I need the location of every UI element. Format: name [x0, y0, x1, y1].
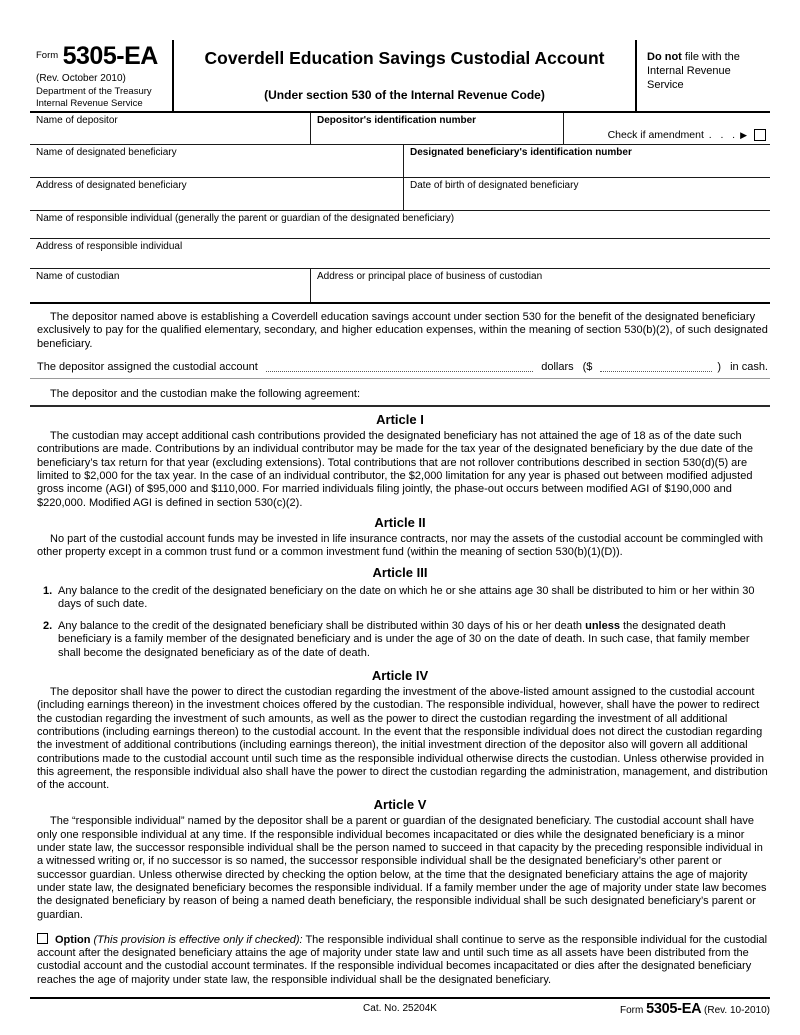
- amendment-field: [563, 113, 770, 144]
- row-custodian: [30, 269, 770, 304]
- in-cash-label: in cash.: [730, 360, 768, 373]
- beneficiary-id-field[interactable]: [403, 145, 770, 177]
- custodian-address-label: Address or principal place of business of custodian: [317, 271, 543, 282]
- page-footer: [30, 997, 770, 1019]
- beneficiary-address-field[interactable]: [30, 178, 403, 210]
- option-condition: (This provision is effective only if checked):: [93, 933, 303, 946]
- item-2-text-after: the designated death beneficiary is a family member of the designated beneficiary and is under the age of 30 on the date of death. In such case, that family member shall become the designated beneficiary as of the date of death.: [58, 620, 750, 659]
- option-paragraph: [30, 933, 770, 987]
- depositor-id-label: Depositor's identification number: [317, 115, 477, 126]
- item-1-text: [58, 585, 768, 612]
- item-2-text-bold: unless: [585, 620, 620, 633]
- depositor-name-label: Name of depositor: [36, 115, 118, 126]
- paren-close: ): [717, 360, 722, 373]
- option-checkbox[interactable]: [37, 933, 48, 944]
- amendment-label: Check if amendment: [607, 129, 704, 141]
- row-depositor: [30, 113, 770, 145]
- catalog-number: Cat. No. 25204K: [363, 1002, 437, 1014]
- depositor-name-field[interactable]: [30, 113, 310, 144]
- assignment-line: [30, 360, 770, 373]
- row-beneficiary-address: [30, 178, 770, 211]
- pointer-arrow-icon: ▶: [740, 130, 747, 140]
- dollars-label: dollars: [541, 360, 574, 373]
- item-1-number: 1.: [43, 584, 53, 597]
- article-2-paragraph: No part of the custodial account funds may be invested in life insurance contracts, nor may the assets of the custodial account be commingled with other property except in a common trust fund or a common investment fund (within the meaning of section 530(b)(1)(D)).: [37, 532, 763, 559]
- agreement-line: The depositor and the custodian make the following agreement:: [50, 387, 361, 400]
- form-subtitle: (Under section 530 of the Internal Revenue Code): [264, 88, 545, 102]
- do-not-bold: Do not: [647, 51, 682, 63]
- item-1-text-before: Any balance to the credit of the designated beneficiary on the date on which he or she attains age 30 shall be distributed to him or her within 30 days of such date.: [58, 584, 755, 610]
- form-title: Coverdell Education Savings Custodial Account: [204, 48, 605, 68]
- intro-paragraph: The depositor named above is establishing a Coverdell education savings account under section 530 for the benefit of the designated beneficiary exclusively to pay for the qualified elementary, secondary, and higher education expenses, within the meaning of section 530(b)(2), of such designated beneficiary.: [37, 311, 768, 350]
- footer-form-id: [620, 1001, 770, 1017]
- paren-open: ($: [582, 360, 593, 373]
- responsible-address-field[interactable]: [30, 239, 770, 268]
- title-block: [172, 40, 637, 111]
- divider-thick: [30, 405, 770, 407]
- do-not-file-notice: [637, 40, 770, 111]
- custodian-address-field[interactable]: [310, 269, 770, 302]
- revision-date: (Rev. October 2010): [36, 73, 126, 84]
- footer-form-number: 5305-EA: [646, 1000, 702, 1017]
- article-4-heading: Article IV: [371, 668, 429, 684]
- amount-numeric-input[interactable]: [600, 360, 712, 372]
- option-text: The responsible individual shall continue to serve as the responsible individual for the custodial account after the designated beneficiary attains the age of majority under state law and until such time as all assets have been distributed from the custodial account and the custodial account terminates. If the responsible individual becomes incapacitated or dies after the designated beneficiary reaches the age of majority under state law, the responsible individual shall be the designated beneficiary.: [37, 933, 768, 986]
- form-header: [30, 40, 770, 113]
- beneficiary-dob-label: Date of birth of designated beneficiary: [410, 180, 579, 191]
- article-3-heading: Article III: [372, 564, 428, 580]
- beneficiary-address-label: Address of designated beneficiary: [36, 180, 187, 191]
- responsible-name-field[interactable]: [30, 211, 770, 238]
- agency-line-1: Department of the Treasury: [36, 86, 152, 97]
- responsible-address-label: Address of responsible individual: [36, 241, 183, 252]
- row-beneficiary-name: [30, 145, 770, 178]
- form-id-block: [30, 40, 172, 111]
- amount-words-input[interactable]: [266, 360, 533, 372]
- agency-line-2: Internal Revenue Service: [36, 97, 143, 109]
- responsible-name-label: Name of responsible individual (generally the parent or guardian of the designated beneficiary): [36, 213, 455, 224]
- agency-block: [36, 86, 168, 109]
- form-number-line: [36, 42, 168, 71]
- do-not-rest: file with the Internal Revenue Service: [647, 51, 740, 91]
- custodian-name-label: Name of custodian: [36, 271, 120, 282]
- amendment-checkbox[interactable]: [754, 129, 766, 141]
- article-1-heading: Article I: [376, 412, 424, 428]
- article-5-heading: Article V: [373, 797, 427, 813]
- divider-thin: [30, 378, 770, 379]
- form-number: 5305-EA: [62, 42, 158, 70]
- depositor-id-field[interactable]: [310, 113, 563, 144]
- article-3-item-1: [30, 585, 770, 612]
- article-4-paragraph: The depositor shall have the power to direct the custodian regarding the investment of the above-listed amount assigned to the custodial account (including earnings thereon) in the investment choices offered by the custodian. The responsible individual, however, shall have the power to redirect the custodian regarding the investment of such amounts, as well as the power to direct the custodian regarding the investment of all additional contributions (including earnings thereon) to the custodial account. In the event that the responsible individual does not direct the custodian regarding the investment of additional contributions (including earnings thereon), the initial investment direction of the depositor also will govern all additional contributions made to the custodial account until such time as the responsible individual otherwise directs the custodian. Unless otherwise provided in this agreement, the responsible individual also shall have the power to direct the custodian regarding the administration, management, and distribution of the account.: [37, 686, 768, 792]
- beneficiary-id-label: Designated beneficiary's identification number: [410, 147, 632, 158]
- beneficiary-name-label: Name of designated beneficiary: [36, 147, 177, 158]
- beneficiary-name-field[interactable]: [30, 145, 403, 177]
- article-3-item-2: [30, 620, 770, 660]
- beneficiary-dob-field[interactable]: [403, 178, 770, 210]
- footer-form-word: Form: [619, 1004, 644, 1016]
- footer-revision: (Rev. 10-2010): [704, 1004, 770, 1016]
- custodian-name-field[interactable]: [30, 269, 310, 302]
- item-2-text: [58, 620, 768, 660]
- article-5-paragraph: The “responsible individual” named by the depositor shall be a parent or guardian of the designated beneficiary. The custodial account shall have only one responsible individual at any time. If the responsible individual becomes incapacitated or dies while the designated beneficiary is a minor under state law, the successor responsible individual shall be the person named to succeed in that capacity by the preceding responsible individual in a witnessed writing or, if no successor is so named, the successor responsible individual shall be the designated beneficiary’s other parent or successor guardian. Unless otherwise directed by checking the option below, at the time that the designated beneficiary attains the age of majority under state law, the designated beneficiary becomes the responsible individual. If a family member under the age of majority under state law becomes the designated beneficiary by reason of being a named death beneficiary, the responsible individual shall be such designated beneficiary’s parent or guardian.: [37, 815, 767, 921]
- item-2-text-before: Any balance to the credit of the designated beneficiary shall be distributed within 30 days of his or her death: [58, 620, 586, 633]
- option-label: Option: [55, 933, 91, 946]
- amendment-dots: . . .: [705, 129, 736, 141]
- article-2-heading: Article II: [374, 514, 426, 530]
- item-2-number: 2.: [43, 620, 53, 633]
- article-1-paragraph: The custodian may accept additional cash contributions provided the designated beneficiary has not attained the age of 18 as of the date such contributions are made. Contributions by an individual contributor may be made for the tax year of the designated beneficiary by the due date of the beneficiary’s tax return for that year (excluding extensions). Total contributions that are not rollover contributions described in section 530(d)(5) are limited to $2,000 for the tax year. In the case of an individual contributor, the $2,000 limitation for any year is phased out between modified adjusted gross income (AGI) of $95,000 and $110,000. For married individuals filing jointly, the phase-out occurs between modified AGI of $190,000 and $220,000. Modified AGI is defined in section 530(c)(2).: [37, 430, 754, 509]
- form-word-label: Form: [36, 50, 59, 61]
- row-responsible-name: [30, 211, 770, 239]
- row-responsible-address: [30, 239, 770, 269]
- assignment-prefix: The depositor assigned the custodial account: [37, 360, 258, 373]
